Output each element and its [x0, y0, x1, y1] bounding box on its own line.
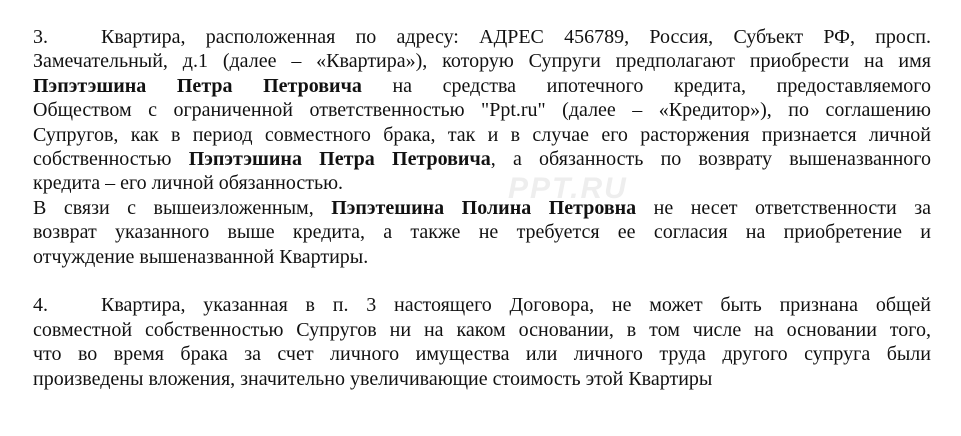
clause-3-line-7: кредита – его личной обязанностью.: [33, 172, 344, 195]
clause-3-number: 3.: [33, 26, 48, 48]
document-body: [33, 25, 931, 391]
watermark: PPT.RU: [508, 172, 628, 205]
clause-4-line-4: произведены вложения, значительно увеличивающие стоимость этой Квартиры: [33, 367, 713, 390]
clause-3-line-10: отчуждение вышеназванной Квартиры.: [33, 245, 369, 268]
clause-3-line-1: 3. Квартира, расположенная по адресу: АДРЕС 456789, Россия, Субъект РФ, просп.: [33, 26, 931, 48]
husband-name: Пэпэтэшина Петра Петровича: [188, 148, 491, 171]
clause-3-line-6: собственностью Пэпэтэшина Петра Петровича, а обязанность по возврату вышеназванного: [33, 148, 932, 171]
clause-3-line-9: возврат указанного выше кредита, а также не требуется ее согласия на приобретение и: [33, 221, 931, 244]
wife-name: Пэпэтешина Полина Петровна: [331, 196, 637, 219]
clause-3-line-2: Замечательный, д.1 (далее – «Квартира»), которую Супруги предполагают приобрести на имя: [33, 50, 931, 73]
clause-4-line-3: что во время брака за счет личного имущества или личного труда другого супруга были: [33, 343, 931, 366]
clause-4: [33, 293, 931, 391]
paragraph-gap: [33, 269, 931, 293]
clause-4-line-1: 4. Квартира, указанная в п. 3 настоящего Договора, не может быть признана общей: [33, 294, 931, 317]
clause-4-line-2: совместной собственностью Супругов ни на каком основании, в том числе на основании того,: [33, 318, 931, 341]
clause-3-line-5: Супругов, как в период совместного брака, так и в случае его расторжения признается личной: [33, 123, 931, 146]
clause-3-line-3: Пэпэтэшина Петра Петровича на средства ипотечного кредита, предоставляемого: [33, 74, 931, 97]
clause-3-line-8: В связи с вышеизложенным, Пэпэтешина Полина Петровна не несет ответственности за: [33, 196, 931, 219]
husband-name: Пэпэтэшина Петра Петровича: [33, 74, 362, 97]
clause-4-number: 4.: [33, 294, 48, 317]
clause-3: [33, 25, 931, 269]
clause-3-line-4: Обществом с ограниченной ответственностью "Ppt.ru" (далее – «Кредитор»), по соглашению: [33, 99, 931, 122]
